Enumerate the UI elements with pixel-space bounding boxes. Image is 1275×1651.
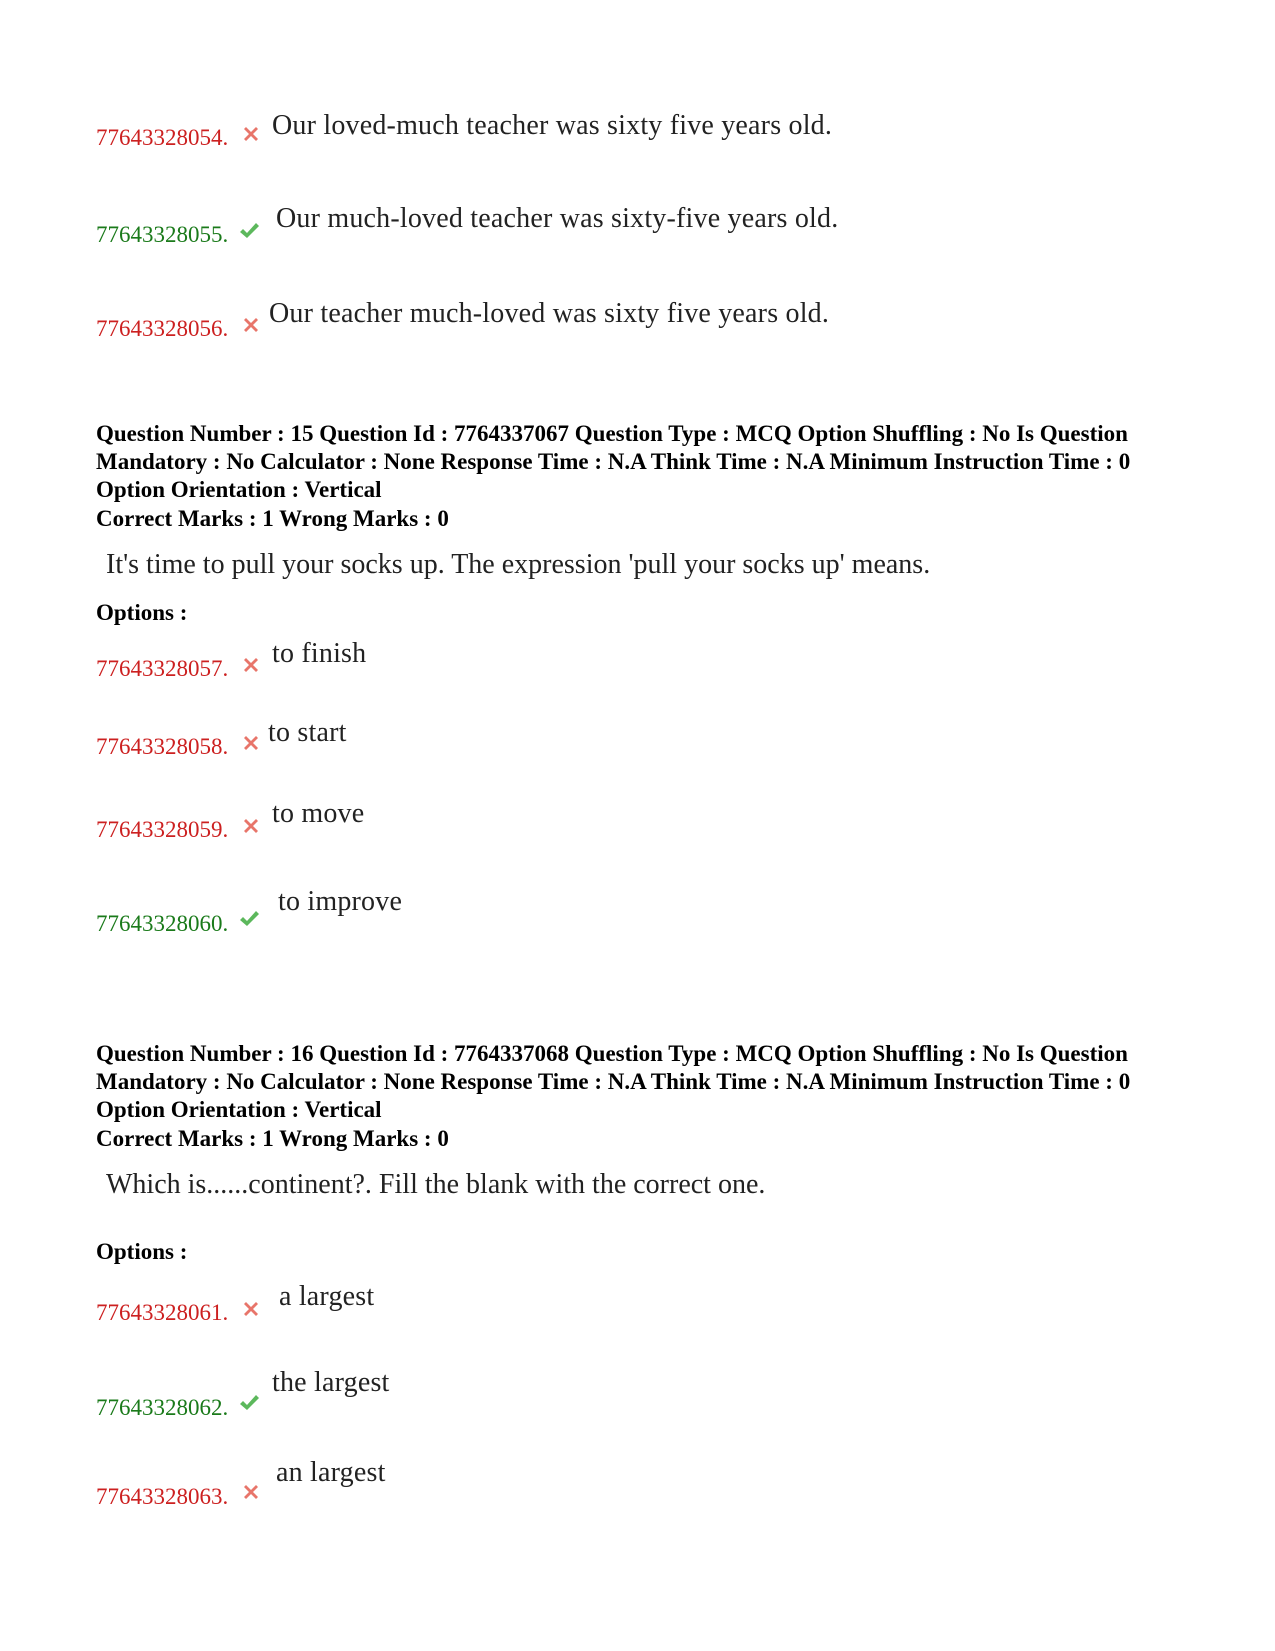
options-label: Options : bbox=[96, 600, 188, 625]
option-id: 77643328060. bbox=[96, 911, 229, 936]
option-id: 77643328055. bbox=[96, 222, 229, 247]
question-text: It's time to pull your socks up. The expression 'pull your socks up' means. bbox=[106, 549, 931, 580]
option-text: an largest bbox=[276, 1457, 386, 1488]
option-row bbox=[96, 300, 1096, 360]
option-text: Our loved-much teacher was sixty five years old. bbox=[272, 110, 833, 141]
cross-icon bbox=[239, 1297, 263, 1321]
option-row bbox=[96, 888, 1096, 948]
cross-icon bbox=[239, 814, 263, 838]
check-icon bbox=[237, 1391, 261, 1415]
options-label: Options : bbox=[96, 1239, 188, 1264]
cross-icon bbox=[239, 653, 263, 677]
question-text: Which is......continent?. Fill the blank with the correct one. bbox=[106, 1169, 766, 1200]
cross-icon bbox=[239, 1480, 263, 1504]
option-id: 77643328054. bbox=[96, 125, 229, 150]
option-id: 77643328061. bbox=[96, 1300, 229, 1325]
option-id: 77643328057. bbox=[96, 656, 229, 681]
option-text: the largest bbox=[272, 1367, 390, 1398]
option-row bbox=[96, 205, 1096, 265]
option-text: to move bbox=[272, 798, 365, 829]
option-text: a largest bbox=[279, 1281, 375, 1312]
option-id: 77643328063. bbox=[96, 1484, 229, 1509]
option-id: 77643328056. bbox=[96, 316, 229, 341]
option-row bbox=[96, 719, 1096, 779]
check-icon bbox=[237, 907, 261, 931]
cross-icon bbox=[239, 731, 263, 755]
option-text: to start bbox=[268, 717, 347, 748]
option-text: to finish bbox=[272, 638, 367, 669]
option-id: 77643328059. bbox=[96, 817, 229, 842]
option-text: Our much-loved teacher was sixty-five years old. bbox=[276, 203, 839, 234]
question-meta: Question Number : 15 Question Id : 7764337067 Question Type : MCQ Option Shuffling : No Is Question Mandatory : No Calculator : None Response Time : N.A Think Time : N.A Minimum Instruction Time : 0 Option Orientation : Vertical bbox=[96, 421, 1131, 502]
check-icon bbox=[237, 219, 261, 243]
option-row bbox=[96, 640, 1096, 700]
option-row bbox=[96, 800, 1096, 860]
cross-icon bbox=[239, 313, 263, 337]
option-row bbox=[96, 1369, 1096, 1429]
cross-icon bbox=[239, 122, 263, 146]
option-text: Our teacher much-loved was sixty five years old. bbox=[269, 298, 830, 329]
option-row bbox=[96, 1459, 1096, 1519]
question-marks: Correct Marks : 1 Wrong Marks : 0 bbox=[96, 1126, 449, 1151]
question-meta: Question Number : 16 Question Id : 7764337068 Question Type : MCQ Option Shuffling : No Is Question Mandatory : No Calculator : None Response Time : N.A Think Time : N.A Minimum Instruction Time : 0 Option Orientation : Vertical bbox=[96, 1041, 1131, 1122]
question-marks: Correct Marks : 1 Wrong Marks : 0 bbox=[96, 506, 449, 531]
option-row bbox=[96, 112, 1096, 172]
option-id: 77643328058. bbox=[96, 734, 229, 759]
option-row bbox=[96, 1283, 1096, 1343]
option-text: to improve bbox=[278, 886, 403, 917]
option-id: 77643328062. bbox=[96, 1395, 229, 1420]
